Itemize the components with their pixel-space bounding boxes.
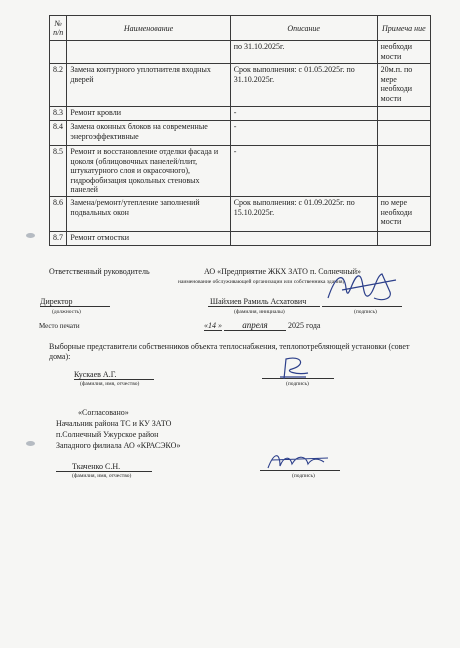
cell-name: Ремонт и восстановление отделки фасада и цоколя (облицовочных панелей/плит, штукатурного слоя и окрасочного), гидрофобизация цокольных стеновых панелей [67, 146, 230, 197]
position-value: Директор [40, 297, 110, 307]
table-row [50, 64, 431, 107]
cell-name: Замена оконных блоков на современные энергоэффективные [67, 121, 230, 146]
name-underline [208, 306, 320, 307]
cell-desc: - [230, 107, 377, 121]
cell-desc: - [230, 146, 377, 197]
agreed-name-caption: (фамилия, имя, отчество) [72, 473, 132, 479]
agreed-signature [262, 450, 334, 474]
date-line [204, 320, 320, 331]
cell-name: Ремонт кровли [67, 107, 230, 121]
responsible-org: АО «Предприятие ЖКХ ЗАТО п. Солнечный» [204, 267, 362, 276]
director-signature [322, 268, 402, 310]
cell-num [50, 41, 67, 64]
cell-num: 8.7 [50, 231, 67, 245]
table-row [50, 146, 431, 197]
cell-desc: - [230, 121, 377, 146]
cell-name: Замена контурного уплотнителя входных дверей [67, 64, 230, 107]
cell-note [377, 107, 430, 121]
header-num: № п/п [50, 16, 67, 41]
table-header-row [50, 16, 431, 41]
header-name: Наименование [67, 16, 230, 41]
cell-note [377, 231, 430, 245]
table-row [50, 121, 431, 146]
agreed-line2: п.Солнечный Ужурское район [56, 430, 159, 439]
cell-name [67, 41, 230, 64]
cell-desc [230, 231, 377, 245]
header-note: Примеча ние [377, 16, 430, 41]
cell-desc: Срок выполнения: с 01.09.2025г. по 15.10.2025г. [230, 196, 377, 231]
representatives-text: Выборные представители собственников объекта теплоснабжения, теплопотребляющей установки (совет дома): [49, 342, 410, 361]
cell-num: 8.4 [50, 121, 67, 146]
date-year: 2025 года [288, 321, 321, 330]
table-row [50, 41, 431, 64]
cell-note: необходи мости [377, 41, 430, 64]
rep-name: Кускаев А.Г. [74, 370, 154, 380]
cell-desc: по 31.10.2025г. [230, 41, 377, 64]
binding-mark [26, 233, 35, 238]
agreed-title: «Согласовано» [78, 408, 129, 417]
table-row [50, 196, 431, 231]
responsible-label: Ответственный руководитель [49, 267, 150, 276]
stamp-label: Место печати [39, 322, 80, 330]
position-caption: (должность) [52, 309, 81, 315]
cell-num: 8.5 [50, 146, 67, 197]
cell-desc: Срок выполнения: с 01.05.2025г. по 31.10.2025г. [230, 64, 377, 107]
table-row [50, 107, 431, 121]
agreed-line3: Западного филиала АО «КРАСЭКО» [56, 441, 181, 450]
cell-num: 8.6 [50, 196, 67, 231]
agreed-line1: Начальник района ТС и КУ ЗАТО [56, 419, 172, 428]
cell-name: Замена/ремонт/утепление заполнений подвальных окон [67, 196, 230, 231]
date-day: «14 » [204, 321, 222, 330]
name-caption: (фамилия, инициалы) [234, 309, 285, 315]
sign-caption: (подпись) [354, 309, 377, 315]
date-month: апреля [224, 320, 286, 331]
cell-num: 8.3 [50, 107, 67, 121]
cell-note [377, 146, 430, 197]
org-caption: наименование обслуживающей организации или собственника здания) [178, 279, 345, 285]
director-name: Шайхиев Рамиль Асхатович [210, 297, 307, 306]
cell-note: по мере необходи мости [377, 196, 430, 231]
cell-note: 20м.п. по мере необходи мости [377, 64, 430, 107]
cell-note [377, 121, 430, 146]
binding-mark [26, 441, 35, 446]
representative-signature [276, 355, 316, 383]
rep-sign-caption: (подпись) [286, 381, 309, 387]
cell-num: 8.2 [50, 64, 67, 107]
header-desc: Описание [230, 16, 377, 41]
table-row [50, 231, 431, 245]
rep-name-caption: (фамилия, имя, отчество) [80, 381, 140, 387]
agreed-name: Ткаченко С.Н. [56, 462, 152, 472]
works-table [49, 15, 431, 246]
agreed-sign-caption: (подпись) [292, 473, 315, 479]
cell-name: Ремонт отмостки [67, 231, 230, 245]
